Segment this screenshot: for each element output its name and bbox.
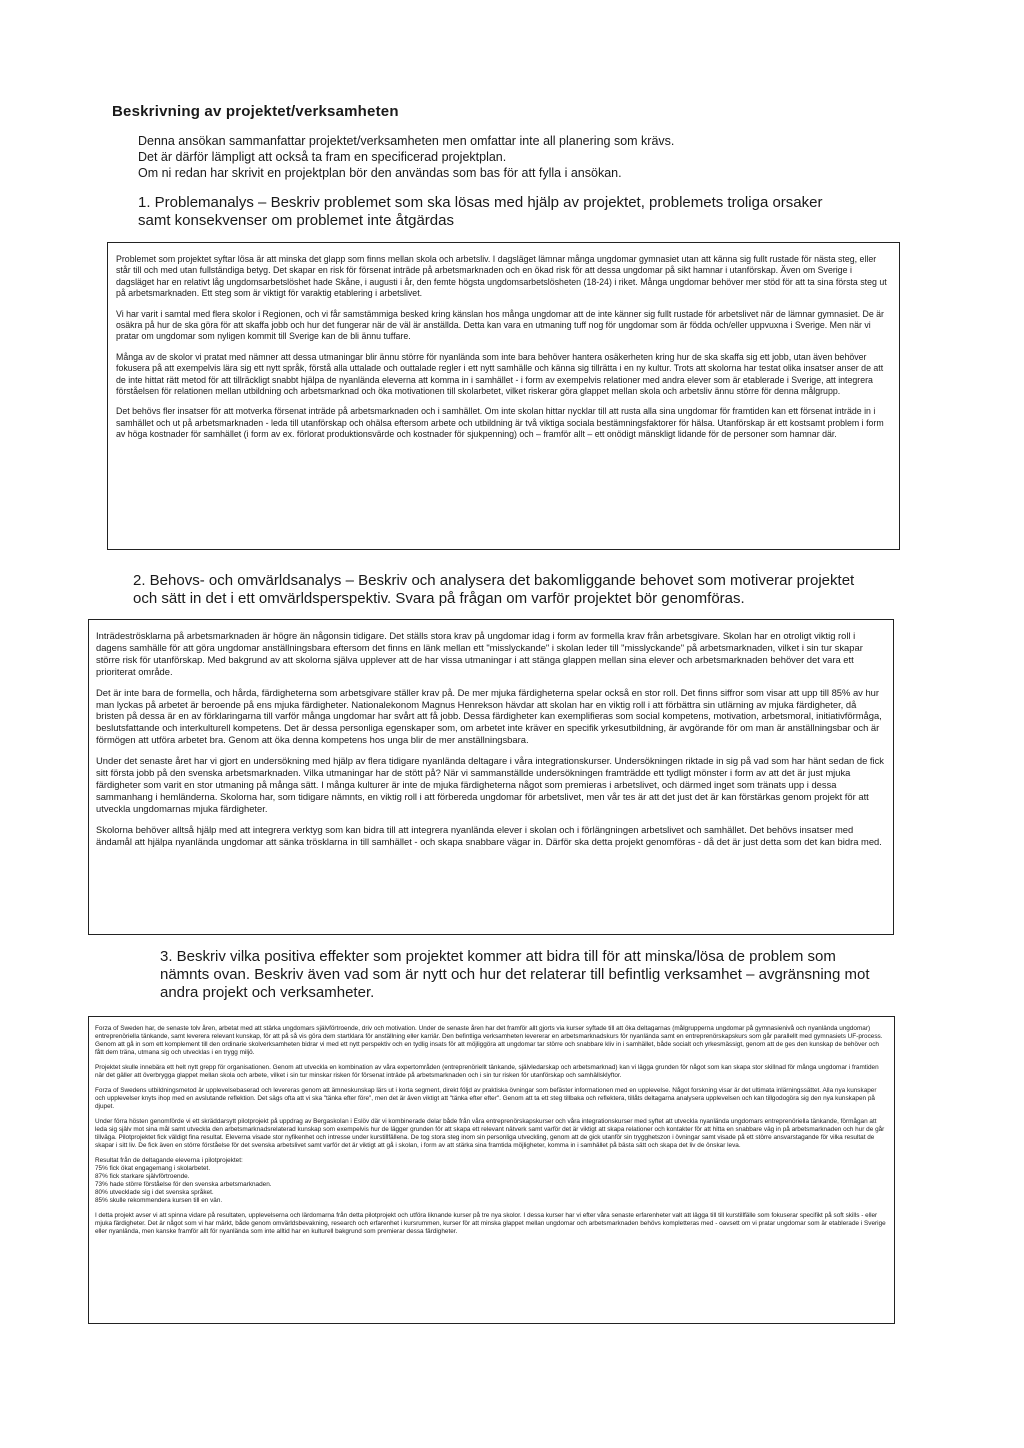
intro-line: Denna ansökan sammanfattar projektet/verksamheten men omfattar inte all planering som krävs.: [138, 134, 675, 148]
section2-question: [133, 572, 893, 608]
intro-line: Om ni redan har skrivit en projektplan bör den användas som bas för att fylla i ansökan.: [138, 166, 622, 180]
pilot-result-item: 75% fick ökat engagemang i skolarbetet.: [95, 1165, 211, 1172]
section3-paragraph: Forza of Sweden har, de senaste tolv åren, arbetat med att stärka ungdomars självförtroende, driv och motivation. Under de senaste åren har det framför allt gjorts via kurser syftade till att öka deltagarnas (målgrupperna ungdomar på gymnasienivå och nyanlända ungdomar) entreprenöriella tänkande, samt leverera relevant kunskap, för att på så vis göra dem startklara för anställning eller karriär. Den befintliga verksamheten levererar en arbetsmarknadskurs för nyanlända samt en entreprenörskapskurs som går parallellt med gymnasiets UF-process. Genom att gå in som ett komplement till den ordinarie skolverksamheten bidrar vi med ett nytt perspektiv och en tydlig insats för att möjliggöra att ungdomar tar större och snabbare kliv in i samhället, både socialt och yrkesmässigt, genom att de ges den kunskap de behöver och fått dem träna, utmana sig och utvecklas i en trygg miljö.: [95, 1025, 883, 1056]
section2-answer-box[interactable]: [88, 619, 894, 935]
section3-question-line: nämnts ovan. Beskriv även vad som är nytt och hur det relaterar till befintlig verksamhet – avgränsning mot: [160, 966, 870, 983]
pilot-result-item: 80% utvecklade sig i det svenska språket.: [95, 1189, 214, 1196]
intro-line: Det är därför lämpligt att också ta fram en specificerad projektplan.: [138, 150, 507, 164]
section2-paragraph: Inträdeströsklarna på arbetsmarknaden är högre än någonsin tidigare. Det ställs stora krav på ungdomar idag i form av formella krav från arbetsgivare. Skolan har en otroligt viktig roll i dagens samhälle för att göra ungdomar anställningsbara eftersom det finns en länk mellan ett "misslyckande" i skolan leder till "misslyckande" på arbetsmarknaden, vilket i sin tur skapar större risk för utanförskap. Med bakgrund av att skolorna själva upplever att de har vissa utmaningar i att stänga glappen mellan sina elever och arbetsmarknaden behöver det vara ett prioriterat område.: [96, 630, 863, 677]
pilot-result-item: 87% fick starkare självförtroende.: [95, 1173, 190, 1180]
section2-paragraph: Det är inte bara de formella, och hårda, färdigheterna som arbetsgivare ställer krav på. De mer mjuka färdigheterna spelar också en stor roll. Det finns siffror som visar att upp till 85% av hur man lyckas på arbetet är beroende på ens mjuka färdigheter. Nationalekonom Magnus Henrekson hävdar att skolan har en viktig roll i att förbättra sin utlärning av mjuka färdigheter, då bristen på dessa är en av förklaringarna till varför många ungdomar har svårt att få jobb. Dessa färdigheter kan exemplifieras som social kompetens, motivation, arbetsmoral, initiativförmåga, beslutsfattande och interkulturell kompetens. Det är dessa personliga egenskaper som, om arbetet inte kräver en specifik yrkesutbildning, är avgörande för om man är anställningsbar och är förmögen att utföra arbetet bra. Genom att öka denna kompetens hos unga blir de mer anställningsbara.: [96, 686, 882, 746]
section3-paragraph: Projektet skulle innebära ett helt nytt grepp för organisationen. Genom att utveckla en kombination av våra expertområden (entreprenöriellt tänkande, självledarskap och arbetsmarknad) kan vi lägga grunden för något som kan skapa stor skillnad för många ungdomar i framtiden när det gäller att överbrygga glappet mellan skola och arbete, vilket i sin tur minskar risken för försenat inträde på arbetsmarknaden och i sin tur risken för utanförskap och samhällsklyftor.: [95, 1064, 879, 1079]
section1-paragraph: Vi har varit i samtal med flera skolor i Regionen, och vi får samstämmiga besked kring känslan hos många ungdomar att de inte känner sig fullt rustade för arbetslivet när de lämnar gymnasiet. De är osäkra på hur de ska göra för att skaffa jobb och hur det fungerar när de väl är anställda. Detta kan vara en utmaning tuff nog för ungdomar som är födda och/eller uppvuxna i Sverige. Men när vi pratar om ungdomar som nyligen kommit till Sverige kan de bli ännu tuffare.: [116, 308, 884, 342]
section3-question-line: andra projekt och verksamheter.: [160, 984, 375, 1001]
section1-answer-box[interactable]: [107, 242, 900, 550]
section3-question: [160, 948, 900, 1002]
intro-text: [138, 133, 758, 181]
section1-question-line: samt konsekvenser om problemet inte åtgärdas: [138, 212, 454, 229]
section3-question-line: 3. Beskriv vilka positiva effekter som projektet kommer att bidra till för att minska/lösa de problem som: [160, 948, 836, 965]
document-title: Beskrivning av projektet/verksamheten: [112, 103, 399, 120]
section2-question-line: 2. Behovs- och omvärldsanalys – Beskriv och analysera det bakomliggande behovet som motiverar projektet: [133, 572, 855, 589]
section3-answer-box[interactable]: [88, 1016, 895, 1324]
section3-paragraph: Forza of Swedens utbildningsmetod är upplevelsebaserad och levereras genom att ämneskunskap lärs ut i korta segment, direkt följd av praktiska övningar som befäster informationen med en upplevelse. Något forskning visar är det ultimata inlärningssättet. Alla nya kunskaper och upplevelser knyts ihop med en avslutande reflektion. Det sägs ofta att vi ska "tänka efter före", men det är även viktigt att "tänka efter efter". Genom att ta ett steg tillbaka och reflektera, tillåts deltagarna analysera upplevelsen och kan tillgodogöra sig den nya kunskapen på djupet.: [95, 1087, 877, 1110]
section1-question-line: 1. Problemanalys – Beskriv problemet som ska lösas med hjälp av projektet, problemets troliga orsaker: [138, 194, 823, 211]
section1-paragraph: Det behövs fler insatser för att motverka försenat inträde på arbetsmarknaden och i samhället. Om inte skolan hittar nycklar till att rusta alla sina ungdomar för framtiden kan ett försenat inträde in i samhället och ut på arbetsmarknaden - leda till utanförskap och ohälsa eftersom arbete och utbildning är två viktiga sociala bestämningsfaktorer för hälsa. Utanförskap är ett kostsamt problem i form av höga kostnader för samhället (i form av ex. förlorat produktionsvärde och kostnader för sjukpenning) och – framför allt – ett onödigt mänskligt lidande för de personer som hamnar där.: [116, 406, 884, 440]
section1-paragraph: Problemet som projektet syftar lösa är att minska det glapp som finns mellan skola och arbetsliv. I dagsläget lämnar många ungdomar gymnasiet utan att känna sig fullt rustade för nästa steg, eller står till och med utan fullständiga betyg. Det skapar en risk för försenat inträde på arbetsmarknaden och en ökad risk för att dessa ungdomar på sikt hamnar i utanförskap. Även om Sverige i dagsläget har en relativt låg ungdomsarbetslöshet hade Skåne, i augusti i år, den femte högsta ungdomsarbetslösheten (18-24) i riket. Många ungdomar behöver mer stöd för att ta sina första steg ut på arbetsmarknaden. Ett steg som är viktigt för varaktig etablering i arbetslivet.: [116, 254, 887, 299]
section2-paragraph: Under det senaste året har vi gjort en undersökning med hjälp av flera tidigare nyanlända deltagare i våra integrationskurser. Undersökningen riktade in sig på vad som har hänt sedan de fick sitt första jobb på den svenska arbetsmarknaden. Vilka utmaningar har de stött på? När vi sammanställde undersökningen framträdde ett tydligt mönster i form av att det är just mjuka färdigheter som varit en stor utmaning på många sätt. I många kulturer är inte de mjuka färdigheterna något som premieras i arbetslivet, och därmed inget som tränats upp i dessa sammanhang i hemländerna. Skolorna har, som tidigare nämnts, en viktig roll i att förbereda ungdomar för arbetslivet, men vår tes är att det just det är kan förstärkas genom projekt för att utveckla ungdomarnas mjuka färdigheter.: [96, 755, 884, 814]
pilot-result-item: 85% skulle rekommendera kursen till en vän.: [95, 1197, 223, 1204]
section1-paragraph: Många av de skolor vi pratat med nämner att dessa utmaningar blir ännu större för nyanlända som inte bara behöver hantera osäkerheten kring hur de ska skaffa sig ett jobb, utan även behöver fokusera på att exempelvis lära sig ett nytt språk, förstå alla uttalade och outtalade regler i ett nytt samhälle och känna sig tillrätta i en ny kultur. Trots att skolorna har testat olika insatser anser de att de inte hittat rätt metod för att tillräckligt snabbt hjälpa de nyanlända eleverna att komma in i samhället - i form av exempelvis relationer med andra elever som är etablerade i Sverige, att integrera förståelsen för relationen mellan utbildning och arbetsmarknad och öka motivationen till skolarbetet, vilket riskerar göra glappet mellan skola och arbetsliv ännu större för denna målgrupp.: [116, 351, 884, 397]
section2-paragraph: Skolorna behöver alltså hjälp med att integrera verktyg som kan bidra till att integrera nyanlända elever i skolan och i förlängningen arbetslivet och samhället. Det behövs insatser med ändamål att hjälpa nyanlända ungdomar att sänka trösklarna in till samhället - och skapa snabbare vägar in. Därför ska detta projekt genomföras - då det är just detta som det kan bidra med.: [96, 823, 882, 847]
pilot-results-heading: Resultat från de deltagande eleverna i pilotprojektet:: [95, 1157, 243, 1164]
section1-question: [138, 194, 858, 230]
section2-question-line: och sätt in det i ett omvärldsperspektiv. Svara på frågan om varför projektet bör genomföras.: [133, 590, 745, 607]
section3-paragraph: I detta projekt avser vi att spinna vidare på resultaten, upplevelserna och lärdomarna från detta pilotprojekt och utföra liknande kurser på tre nya skolor. I dessa kurser har vi efter våra senaste erfarenheter valt att lägga till till kurstillfälle som fokuserar specifikt på soft skills - eller mjuka färdigheter. Det är något som vi har märkt, både genom omvärldsbevakning, research och erfarenhet i kursrummen, kurser för att minska glappet mellan ungdomar och arbetsmarknaden behövs kompletteras med - oavsett om vi pratar ungdomar som är etablerade i Sverige eller nyanlända, men kanske framför allt för nyanlända som inte alltid har en kulturell bakgrund som premierar dessa färdigheter.: [95, 1212, 886, 1235]
pilot-results: [95, 1157, 888, 1205]
pilot-result-item: 73% hade större förståelse för den svenska arbetsmarknaden.: [95, 1181, 272, 1188]
section3-paragraph: Under förra hösten genomförde vi ett skräddarsytt pilotprojekt på uppdrag av Bergaskolan i Eslöv där vi kombinerade delar både från våra entreprenörskapskurser och våra integrationskurser med syftet att utveckla nyanlända ungdomars entreprenöriella tänkande, förmågan att leda sig själv mot sina mål samt utveckla den arbetsmarknadsrelaterad kunskap som exempelvis hur de lägger grunden för att skapa ett relevant nätverk samt varför det är viktigt att skapa relationer och kontakter för att hitta en snabbare väg in på arbetsmarknaden och hur de går tillväga. Pilotprojektet fick väldigt fina resultat. Eleverna visade stor nyfikenhet och intresse under kurstillfällena. De tog stora steg inom sin personliga utveckling, genom att de gick utanför sin trygghetszon i övningar samt visade på ett större ansvarstagande för vilka resultat de skapar i sitt liv. De fick även en större förståelse för det svenska arbetslivet samt varför det är viktigt att gå i skolan, i form av att stärka sina framtida möjligheter, komma in i samhället på bästa sätt och skapa det liv de önskar leva.: [95, 1118, 885, 1149]
